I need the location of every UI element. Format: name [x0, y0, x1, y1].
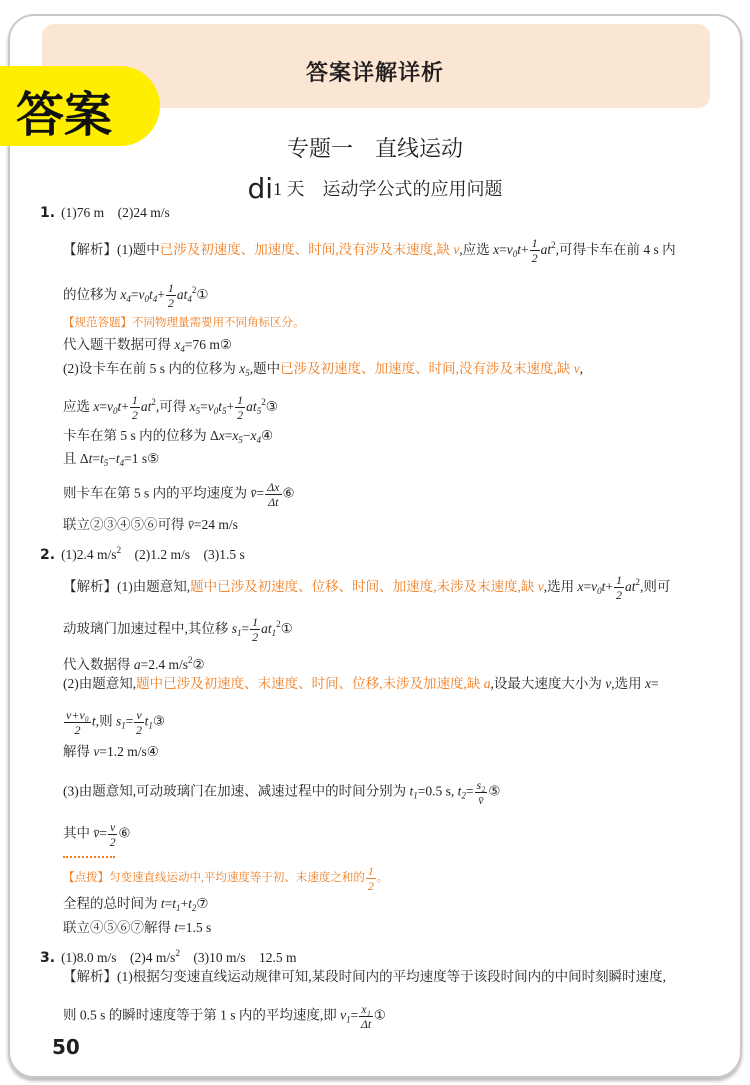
math-variable: v: [605, 676, 612, 691]
superscript: 2: [175, 948, 180, 958]
text: ②: [192, 657, 205, 672]
highlight-text: 已涉及初速度、加速度、时间,没有涉及末速度,缺: [159, 242, 454, 257]
math-variable: v: [107, 399, 113, 414]
math-variable: t: [174, 920, 179, 935]
highlight-math: v: [537, 579, 544, 594]
answer-line: [63, 427, 273, 449]
math-variable: t: [88, 451, 93, 466]
text: =: [465, 783, 474, 799]
text: =: [241, 621, 250, 636]
answer-line: [63, 864, 388, 893]
math-variable: a: [133, 657, 141, 672]
numerator: 1: [237, 393, 244, 408]
math-variable: t: [218, 399, 223, 414]
answer-line: [63, 236, 676, 265]
highlight-math: v: [453, 242, 460, 257]
text: =: [651, 676, 659, 691]
text: ,应选: [459, 242, 494, 257]
subscript: 5: [245, 368, 250, 378]
text: 全程的总时间为: [63, 896, 161, 911]
text: ,则可: [640, 579, 671, 594]
answer-line: [63, 393, 278, 422]
text: ,设最大速度大小为: [490, 676, 606, 691]
text: ①: [373, 1007, 386, 1023]
fraction: [614, 573, 624, 602]
text: ,: [579, 361, 584, 376]
math-variable: x: [232, 428, 239, 443]
denominator: Δt: [360, 1017, 372, 1031]
question-number: 2.: [40, 547, 56, 563]
subscript: 1: [148, 720, 153, 731]
answer-line: [40, 204, 170, 222]
superscript: 2: [188, 655, 193, 665]
denominator: 2: [109, 835, 116, 849]
fraction: [530, 236, 540, 265]
fraction: [64, 708, 91, 737]
highlight-text: 已涉及初速度、加速度、时间,没有涉及末速度,缺: [280, 361, 574, 376]
fraction: [235, 393, 245, 422]
superscript: 2: [191, 285, 197, 295]
subscript: 0: [144, 294, 149, 304]
text: 应选: [63, 399, 94, 414]
subscript: 4: [152, 294, 158, 304]
denominator: 2: [616, 588, 623, 603]
subscript: 5: [195, 406, 201, 416]
text: =: [99, 825, 107, 841]
fraction: [359, 1002, 373, 1031]
math-variable: x: [577, 579, 584, 594]
text: ①: [196, 287, 209, 302]
text: =1.5 s: [178, 920, 212, 935]
text: +: [521, 242, 529, 257]
answer-line: [63, 314, 305, 332]
answer-line: [63, 708, 165, 737]
text: =0.5 s,: [417, 783, 458, 799]
subscript: 1: [121, 720, 126, 731]
answer-line: [63, 675, 659, 693]
math-variable: v: [93, 744, 100, 759]
subscript: 5: [103, 458, 109, 468]
numerator: 1: [616, 573, 623, 588]
math-variable: v: [207, 399, 214, 414]
text: =24 m/s: [193, 517, 238, 532]
math-variable: t: [160, 896, 165, 911]
highlight-text: 【点拨】匀变速直线运动中,平均速度等于初、末速度之和的: [63, 872, 365, 885]
numerator: 1: [252, 615, 259, 630]
day-prefix: di: [247, 172, 274, 205]
text: =: [92, 451, 100, 466]
highlight-math: a: [483, 676, 491, 691]
highlight-text: 题中已涉及初速度、末速度、时间、位移,未涉及加速度,缺: [136, 676, 484, 691]
math-variable: s: [115, 713, 122, 729]
text: ,可得: [155, 399, 190, 414]
math-variable: v̄: [93, 825, 100, 841]
superscript: 2: [276, 619, 281, 629]
question-number: 3.: [40, 950, 56, 966]
subscript: 5: [222, 406, 227, 416]
math-variable: at: [140, 399, 152, 414]
text: ⑤: [488, 783, 501, 799]
denominator: v̄: [478, 793, 484, 807]
text: 代入题干数据可得: [63, 337, 175, 352]
text: (1)76 m (2)24 m/s: [61, 205, 170, 220]
answer-line: [63, 360, 583, 382]
answer-line: [63, 743, 159, 761]
text: ,可得卡车在前 4 s 内: [555, 242, 676, 257]
text: +: [157, 287, 165, 302]
math-variable: x: [120, 287, 127, 302]
subscript: 4: [180, 344, 185, 354]
numerator: 1: [167, 281, 174, 296]
text: (3)由题意知,可动玻璃门在加速、减速过程中的时间分别为: [63, 783, 410, 799]
text: =: [125, 713, 134, 729]
text: 且 Δ: [63, 451, 89, 466]
text: =: [99, 399, 107, 414]
text: 【解析】(1)由题意知,: [63, 579, 191, 594]
answer-line: [40, 541, 245, 564]
fraction: [130, 393, 140, 422]
subscript: 4: [119, 458, 125, 468]
answer-line: [63, 480, 295, 509]
denominator: 2: [74, 723, 81, 737]
subscript: 0: [512, 249, 518, 259]
text: 的位移为: [63, 287, 121, 302]
answer-line: [63, 516, 238, 534]
answer-tag-label: 答案: [16, 87, 113, 143]
text: 则卡车在第 5 s 内的平均速度为: [63, 485, 251, 501]
text: ⑦: [196, 896, 209, 911]
numerator: x₁: [361, 1002, 371, 1016]
text: 联立②③④⑤⑥可得: [63, 517, 188, 532]
math-variable: x: [93, 399, 100, 414]
answer-line: [63, 895, 209, 917]
answer-line: [63, 1002, 386, 1031]
math-variable: t: [517, 242, 522, 257]
text: 其中: [63, 825, 94, 841]
text: 【解析】(1)题中: [63, 242, 160, 257]
subscript: 2: [191, 903, 197, 913]
math-variable: t: [601, 579, 606, 594]
text: (1)2.4 m/s: [61, 547, 117, 562]
highlight-text: 【规范答题】不同物理量需要用不同角标区分。: [63, 317, 305, 329]
answer-line: [63, 336, 232, 358]
denominator: 2: [531, 251, 538, 266]
denominator: 2: [135, 723, 142, 737]
text: 则 0.5 s 的瞬时速度等于第 1 s 内的平均速度,即: [63, 1007, 341, 1023]
fraction: [475, 778, 488, 807]
numerator: s₂: [476, 778, 486, 792]
chapter-title: 专题一 直线运动: [286, 136, 463, 161]
math-variable: t: [172, 896, 177, 911]
text: ,则: [95, 713, 116, 729]
text: +: [121, 399, 129, 414]
fraction: [250, 615, 260, 644]
subscript: 5: [238, 435, 243, 445]
math-variable: t: [409, 783, 414, 799]
math-variable: x: [645, 676, 651, 691]
math-variable: v: [138, 287, 145, 302]
text: 联立④⑤⑥⑦解得: [63, 920, 175, 935]
text: +: [605, 579, 614, 594]
subscript: 0: [213, 406, 219, 416]
text: 卡车在第 5 s 内的位移为 Δ: [63, 428, 219, 443]
text: (3)10 m/s 12.5 m: [179, 950, 297, 965]
text: ,选用: [543, 579, 578, 594]
text: =: [224, 428, 233, 443]
text: ,选用: [611, 676, 645, 691]
day-title-text: 1 天 运动学公式的应用问题: [273, 179, 503, 199]
text: =1 s⑤: [124, 451, 160, 466]
superscript: 2: [151, 397, 156, 407]
answer-line: [63, 651, 205, 674]
math-variable: t: [149, 287, 153, 302]
text: +: [180, 896, 189, 911]
fraction: [108, 820, 117, 849]
math-variable: x: [189, 399, 196, 414]
fraction: [265, 480, 281, 509]
superscript: 2: [261, 397, 266, 407]
math-variable: t: [91, 713, 96, 729]
subscript: 5: [256, 406, 262, 416]
text: (2)由题意知,: [63, 676, 137, 691]
math-variable: t: [144, 713, 149, 729]
text: (2)设卡车在前 5 s 内的位移为: [63, 361, 240, 376]
denominator: 2: [367, 879, 374, 893]
numerator: Δx: [267, 480, 280, 494]
text: 解得: [63, 744, 94, 759]
math-variable: at: [176, 287, 188, 302]
answer-line: [63, 968, 666, 986]
text: −: [108, 451, 116, 466]
math-variable: x: [218, 428, 225, 443]
answer-line: [63, 573, 670, 602]
text: −: [242, 428, 251, 443]
math-variable: t: [188, 896, 192, 911]
text: =: [499, 242, 507, 257]
text: ③: [265, 399, 278, 414]
text: 动玻璃门加速过程中,其位移: [63, 621, 232, 636]
math-variable: v: [340, 1007, 347, 1023]
answer-line: [63, 450, 159, 472]
superscript: 2: [635, 577, 641, 587]
text: ④: [260, 428, 274, 443]
math-variable: at: [246, 399, 257, 414]
math-variable: v̄: [250, 485, 257, 501]
denominator: Δt: [268, 495, 279, 509]
subscript: 1: [271, 628, 277, 638]
answer-line: [63, 778, 500, 807]
math-variable: x: [493, 242, 500, 257]
math-variable: x: [174, 337, 181, 352]
math-variable: x: [250, 428, 257, 443]
math-variable: s: [231, 621, 238, 636]
superscript: 2: [551, 240, 556, 250]
denominator: 2: [131, 408, 138, 423]
subscript: 1: [237, 628, 242, 638]
math-variable: v̄: [187, 517, 194, 532]
numerator: v: [136, 708, 142, 722]
answer-line: [63, 281, 209, 310]
text: +: [226, 399, 235, 414]
day-title: [0, 172, 750, 205]
math-variable: t: [117, 399, 122, 414]
subscript: 1: [346, 1014, 351, 1025]
math-variable: x: [239, 361, 246, 376]
text: ①: [280, 621, 293, 636]
text: ,题中: [249, 361, 281, 376]
text: ③: [152, 713, 166, 729]
subscript: 1: [176, 903, 181, 913]
wavy-underline: [63, 852, 115, 858]
math-variable: v: [506, 242, 513, 257]
subscript: 4: [126, 294, 131, 304]
text: =2.4 m/s: [140, 657, 188, 672]
answer-line: [63, 820, 130, 849]
text: 【解析】(1)根据匀变速直线运动规律可知,某段时间内的平均速度等于该段时间内的中间时刻瞬时速度,: [63, 969, 666, 984]
page-number: 50: [52, 1035, 80, 1059]
highlight-text: 题中已涉及初速度、位移、时间、加速度,未涉及末速度,缺: [190, 579, 538, 594]
text: =: [130, 287, 139, 302]
text: =: [350, 1007, 359, 1023]
text: ⑥: [118, 825, 131, 841]
text: 代入数据得: [63, 657, 134, 672]
text: =76 m②: [184, 337, 232, 352]
numerator: 1: [131, 393, 138, 408]
question-number: 1.: [40, 205, 56, 221]
subscript: 4: [256, 435, 261, 445]
banner-title: 答案详解详析: [305, 61, 444, 86]
fraction: [166, 281, 176, 310]
denominator: 2: [252, 630, 259, 645]
denominator: 2: [167, 296, 174, 311]
fraction: [134, 708, 143, 737]
text: =: [256, 485, 265, 501]
text: (2)1.2 m/s (3)1.5 s: [121, 547, 245, 562]
highlight-text: 。: [376, 872, 389, 885]
text: ⑥: [282, 485, 295, 501]
numerator: v: [110, 820, 116, 834]
numerator: 1: [531, 236, 538, 251]
numerator: 1: [367, 864, 374, 878]
numerator: v+v₀: [66, 708, 89, 722]
superscript: 2: [116, 545, 122, 555]
math-variable: at: [540, 242, 552, 257]
math-variable: at: [625, 579, 636, 594]
math-variable: t: [99, 451, 104, 466]
text: (1)8.0 m/s (2)4 m/s: [61, 950, 176, 965]
fraction: [366, 864, 376, 893]
text: =: [583, 579, 592, 594]
math-variable: t: [115, 451, 120, 466]
math-variable: at: [261, 621, 272, 636]
denominator: 2: [237, 408, 244, 423]
answer-line: [63, 919, 211, 937]
answer-line: [63, 615, 293, 644]
subscript: 0: [113, 406, 118, 416]
answer-line: [40, 944, 297, 967]
text: =: [200, 399, 208, 414]
math-variable: v: [591, 579, 598, 594]
subscript: 4: [187, 294, 192, 304]
highlight-math: v: [573, 361, 580, 376]
math-variable: t: [457, 783, 462, 799]
subscript: 2: [461, 790, 466, 801]
subscript: 1: [413, 790, 418, 801]
text: =1.2 m/s④: [99, 744, 159, 759]
subscript: 0: [597, 586, 602, 596]
text: =: [164, 896, 173, 911]
